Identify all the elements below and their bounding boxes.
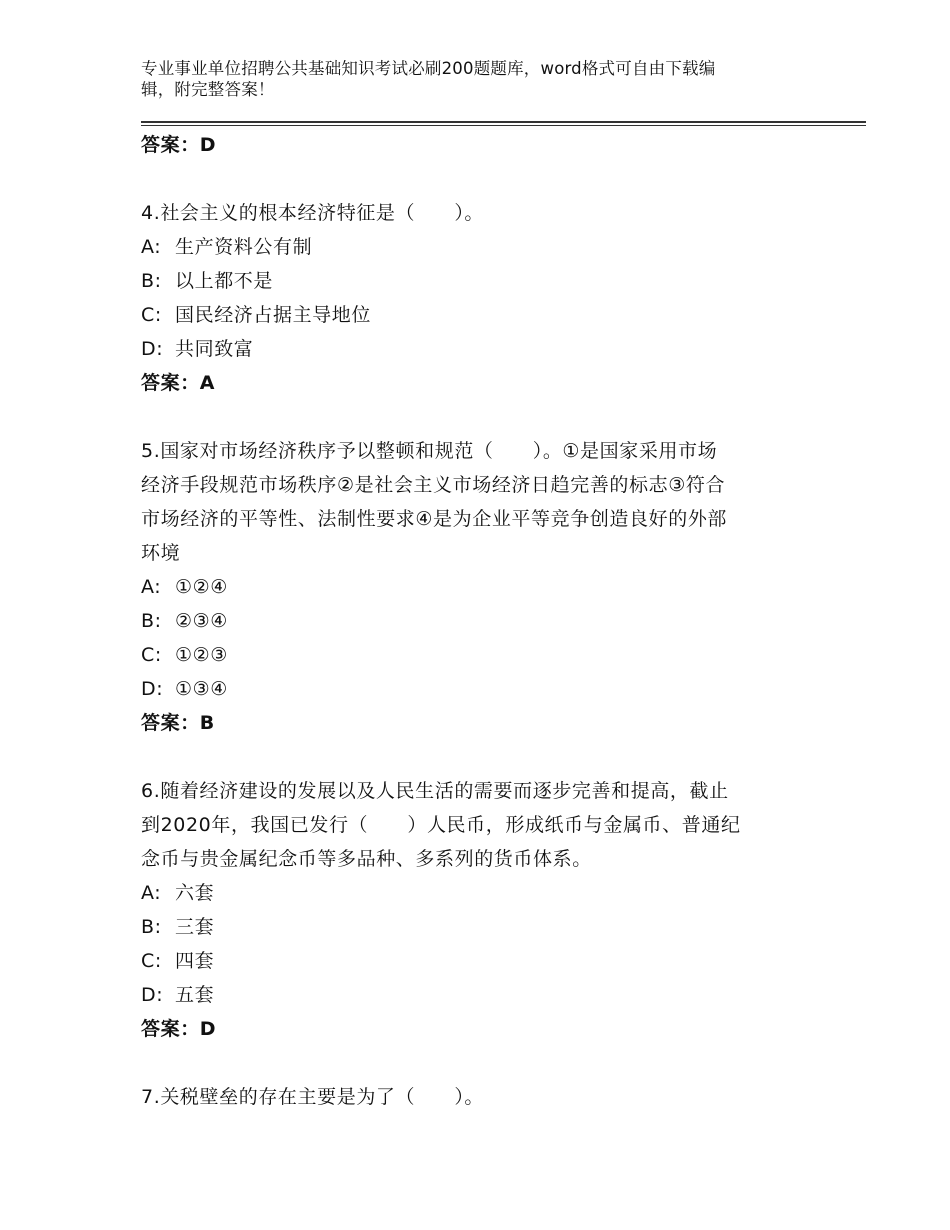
option-c [141,298,821,332]
option-text: 以上都不是 [175,270,274,292]
option-a [141,876,821,910]
header-line-1: 专业事业单位招聘公共基础知识考试必刷200题题库，word格式可自由下载编 [141,59,716,78]
question-title [141,1080,821,1114]
option-a [141,230,821,264]
question-title-line: 市场经济的平等性、法制性要求④是为企业平等竞争创造良好的外部 [141,508,728,530]
option-d [141,672,821,706]
option-text: 四套 [175,950,215,972]
option-text: 生产资料公有制 [175,236,313,258]
option-a [141,570,821,604]
option-d [141,332,821,366]
option-text: ①②③ [175,644,228,666]
option-label: C: [141,644,162,666]
question-title [141,434,821,570]
question-title-line: 7.关税壁垒的存在主要是为了（ ）。 [141,1086,485,1108]
option-text: 六套 [175,882,215,904]
question-title-line: 念币与贵金属纪念币等多品种、多系列的货币体系。 [141,848,592,870]
question-5 [141,434,821,740]
option-label: D: [141,338,164,360]
question-title-line: 4.社会主义的根本经济特征是（ ）。 [141,202,485,224]
option-b [141,264,821,298]
option-text: ①③④ [175,678,228,700]
answer-text: 答案：B [141,712,215,734]
option-b [141,910,821,944]
option-label: A: [141,236,162,258]
option-label: D: [141,678,164,700]
answer-text: 答案：A [141,372,216,394]
option-text: ①②④ [175,576,228,598]
option-label: A: [141,882,162,904]
question-6 [141,774,821,1046]
question-4 [141,196,821,400]
option-c [141,638,821,672]
page-header [141,58,801,100]
option-text: 五套 [175,984,215,1006]
question-title-line: 环境 [141,542,181,564]
header-rule-thin [141,125,866,126]
option-label: D: [141,984,164,1006]
option-label: B: [141,270,162,292]
question-title [141,774,821,876]
question-title [141,196,821,230]
option-b [141,604,821,638]
option-label: B: [141,916,162,938]
question-title-line: 经济手段规范市场秩序②是社会主义市场经济日趋完善的标志③符合 [141,474,726,496]
option-label: C: [141,304,162,326]
option-text: 国民经济占据主导地位 [175,304,372,326]
answer-text: 答案：D [141,134,217,156]
option-label: C: [141,950,162,972]
question-title-line: 到2020年，我国已发行（ ）人民币，形成纸币与金属币、普通纪 [141,814,741,836]
option-text: ②③④ [175,610,228,632]
option-c [141,944,821,978]
option-label: A: [141,576,162,598]
option-label: B: [141,610,162,632]
question-title-line: 6.随着经济建设的发展以及人民生活的需要而逐步完善和提高，截止 [141,780,729,802]
question-7 [141,1080,821,1114]
previous-answer-block [141,128,821,162]
answer-text: 答案：D [141,1018,217,1040]
header-line-2: 辑，附完整答案！ [141,80,275,99]
question-content [141,128,821,1148]
option-d [141,978,821,1012]
option-text: 三套 [175,916,215,938]
header-rule-thick [141,121,866,123]
option-text: 共同致富 [175,338,254,360]
question-title-line: 5.国家对市场经济秩序予以整顿和规范（ ）。①是国家采用市场 [141,440,718,462]
